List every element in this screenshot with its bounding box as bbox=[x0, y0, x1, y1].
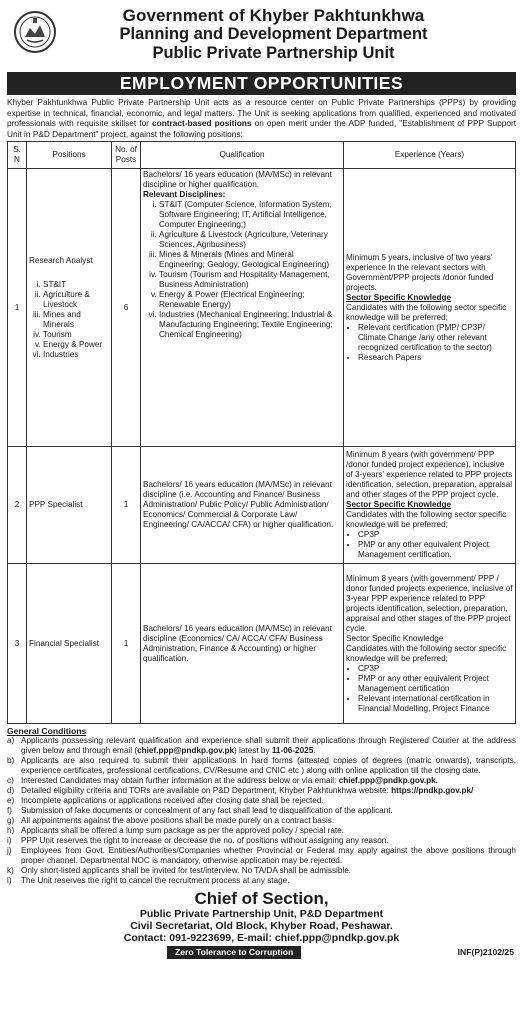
list-item: v. Energy & Power bbox=[43, 340, 109, 350]
list-item: ii. Agriculture & Livestock bbox=[43, 290, 109, 310]
list-item: • PMP or any other equivalent Project Management certification bbox=[358, 674, 513, 694]
header bbox=[7, 6, 516, 70]
footer-address: Civil Secretariat, Old Block, Khyber Road, Peshawar. bbox=[130, 920, 393, 933]
table-row bbox=[8, 169, 516, 447]
tagline-badge: Zero Tolerance to Corruption bbox=[167, 946, 301, 959]
row1-areas bbox=[29, 280, 109, 360]
cond-a-mid: ) latest by bbox=[234, 746, 272, 756]
cond-c-pre: Interested Candidates may obtain further information at the address below or via email: bbox=[21, 776, 339, 786]
header-government: Government of Khyber Pakhtunkhwa bbox=[122, 6, 425, 25]
row3-ssk-title: Sector Specific Knowledge bbox=[346, 633, 444, 643]
cond-a-date: 11-06-2025 bbox=[271, 746, 314, 756]
list-item: vi. Industries (Mechanical Engineering; Industrial & Manufacturing Engineering; Textile Engineering; Chemical Engineering) bbox=[159, 310, 341, 340]
cond-c-email[interactable]: chief.ppp@pndkp.gov.pk. bbox=[338, 776, 438, 786]
footer-contact: Contact: 091-9223699, E-mail: chief.ppp@pndkp.gov.pk bbox=[123, 932, 400, 945]
list-item: iv. Tourism bbox=[43, 330, 109, 340]
row1-experience bbox=[344, 169, 516, 447]
list-item: b) Applicants are also required to submit their applications In hard forms (attested copies of degrees (matric onwards), transcripts, experience certificates, professional certifications, CV/Resume and CNIC etc ) along with online application till the closing date. bbox=[7, 756, 516, 776]
footer-title: Chief of Section, bbox=[194, 889, 329, 909]
row3-exp-intro: Minimum 8 years (with government/ PPP / donor funded projects experience, inclusive of 3-year PPP experience related to PPP projects identification, selection, preparation, appraisal and other stages of the PPP project cycle. bbox=[346, 573, 513, 633]
cond-a-pre: Applicants possessing relevant qualification and experience shall submit their applications through Registered Courier at the address given below and through email ( bbox=[21, 736, 516, 756]
cond-f: Submission of fake documents or concealment of any fact shall lead to disqualification of the applicant. bbox=[21, 806, 393, 816]
cond-k: Only short-listed applicants shall be invited for test/interview. No TA/DA shall be admissible. bbox=[21, 866, 352, 876]
header-posts: No. of Posts bbox=[112, 142, 141, 169]
kp-government-logo bbox=[13, 10, 57, 54]
list-item: • PMP or any other equivalent Project Management certification. bbox=[358, 540, 513, 560]
list-item: f) Submission of fake documents or concealment of any fact shall lead to disqualification of the applicant. bbox=[7, 806, 516, 816]
bottom-bar bbox=[7, 946, 516, 960]
row2-ssk-text: Candidates with the following sector specific knowledge will be preferred; bbox=[346, 510, 507, 530]
row1-exp-intro: Minimum 5 years, inclusive of two years' experience In the relevant sectors with Government/PPP projects /donor funded projects. bbox=[346, 252, 494, 292]
cond-j: Employees from Govt. Entities/Authorities/Companies whether Provincial or Federal may apply against the above positions through proper channel. Departmental NOC is mandatory, otherwise application may be rejected. bbox=[21, 846, 516, 866]
row3-qualification: Bachelors/ 16 years education (MA/MSc) in relevant discipline (Economics/ CA/ ACCA/ CFA/ Business Administration, Finance & Accounting) or higher qualification. bbox=[141, 564, 344, 724]
cond-d-link[interactable]: https://pndkp.gov.pk/ bbox=[391, 786, 474, 796]
list-item: • CP3P bbox=[358, 530, 513, 540]
list-item: a) Applicants possessing relevant qualification and experience shall submit their applications through Registered Courier at the address given below and through email (chief.ppp@pndkp.gov.pk) latest by 11-06-2025. bbox=[7, 736, 516, 756]
cond-a-post: . bbox=[313, 746, 316, 756]
cond-b: Applicants are also required to submit their applications In hard forms (attested copies of degrees (matric onwards), transcripts, experience certificates, professional certifications, CV/Resume and CNIC etc ) along with online application till the closing date. bbox=[21, 756, 516, 776]
intro-text-1: Khyber Pakhtunkhwa Public Private Partnership Unit acts as a resource center on Public Private Partnerships (PPPs) by providing expertise in technical, financial, economic, and legal matters. The Unit is seeking applications from qualified, experienced and motivated professionals with requisite skillset for bbox=[7, 97, 516, 129]
list-item: • CP3P bbox=[358, 664, 513, 674]
header-department: Planning and Development Department bbox=[119, 25, 428, 43]
row1-bullets bbox=[346, 323, 513, 363]
list-item: i. ST&IT (Computer Science, Information System, Software Engineering; IT, Artificial Intelligence, Computer Engineering;) bbox=[159, 200, 341, 230]
row1-disciplines bbox=[143, 200, 341, 340]
list-item: i) PPP Unit reserves the right to increase or decrease the no. of positions without assigning any reason. bbox=[7, 836, 516, 846]
intro-text-2: on open merit under the ADP funded, "Establishment of PPP Support Unit in P&D Department" project, against the following positions: bbox=[7, 118, 517, 139]
cond-l: The Unit reserves the right to cancel the recruitment process at any stage. bbox=[21, 876, 290, 886]
cond-a-email[interactable]: chief.ppp@pndkp.gov.pk bbox=[137, 746, 235, 756]
positions-table bbox=[7, 141, 516, 724]
row1-position: Research Analyst bbox=[29, 255, 93, 265]
header-qualification: Qualification bbox=[141, 142, 344, 169]
list-item: • Relevant certification (PMP/ CP3P/ Climate Change /any other relevant recognized certification to the sector) bbox=[358, 323, 513, 353]
list-item: d) Detailed eligibility criteria and TORs are available on P&D Department, Khyber Pakhtunkhwa website: https://pndkp.gov.pk/ bbox=[7, 786, 474, 796]
cond-d-pre: Detailed eligibility criteria and TORs are available on P&D Department, Khyber Pakhtunkhwa website: bbox=[21, 786, 392, 796]
row3-ssk-text: Candidates with the following sector specific knowledge will be preferred; bbox=[346, 643, 507, 663]
list-item: g) All appointments against the above positions shall be made purely on a contract basis. bbox=[7, 816, 516, 826]
row2-posts: 1 bbox=[112, 447, 141, 564]
list-item: v. Energy & Power (Electrical Engineering; Renewable Energy) bbox=[159, 290, 341, 310]
row3-bullets bbox=[346, 664, 513, 714]
list-item: • Research Papers bbox=[358, 353, 513, 363]
row2-ssk-title: Sector Specific Knowledge bbox=[346, 500, 452, 510]
header-unit: Public Private Partnership Unit bbox=[152, 44, 395, 62]
header-experience: Experience (Years) bbox=[344, 142, 516, 169]
header-positions: Positions bbox=[27, 142, 112, 169]
cond-g: All appointments against the above positions shall be made purely on a contract basis. bbox=[21, 816, 335, 826]
header-sn: S. N bbox=[8, 142, 27, 169]
list-item: h) Applicants shall be offered a lump sum package as per the approved policy / special rate. bbox=[7, 826, 516, 836]
list-item: k) Only short-listed applicants shall be invited for test/interview. No TA/DA shall be admissible. bbox=[7, 866, 516, 876]
table-header-row bbox=[8, 142, 516, 169]
row3-posts: 1 bbox=[112, 564, 141, 724]
row1-sn: 1 bbox=[8, 169, 27, 447]
row2-position: PPP Specialist bbox=[27, 447, 112, 564]
row2-bullets bbox=[346, 530, 513, 560]
table-row bbox=[8, 564, 516, 724]
row1-qualification bbox=[141, 169, 344, 447]
general-conditions-list bbox=[7, 736, 516, 886]
row1-ssk-text: Candidates with the following sector specific knowledge will be preferred; bbox=[346, 302, 507, 322]
list-item: e) Incomplete applications or applications received after closing date shall be rejected. bbox=[7, 796, 516, 806]
row2-experience bbox=[344, 447, 516, 564]
list-item: ii. Agriculture & Livestock (Agriculture, Veterinary Sciences, Agribusiness) bbox=[159, 230, 341, 250]
reference-number: INF(P)2102/25 bbox=[457, 947, 514, 958]
footer bbox=[7, 889, 516, 944]
row2-qualification: Bachelors/ 16 years education (MA/MSc) in relevant discipline (i.e. Accounting and Finance/ Business Administration/ Public Policy/ Public Administration/ Economics/ Commercial & Corporate Law/ Engineering/ CA/ACCA/ CFA) or higher qualification. bbox=[141, 447, 344, 564]
advertisement-page bbox=[7, 6, 516, 960]
cond-h: Applicants shall be offered a lump sum package as per the approved policy / special rate. bbox=[21, 826, 344, 836]
list-item: i. ST&IT bbox=[43, 280, 109, 290]
employment-banner: EMPLOYMENT OPPORTUNITIES bbox=[7, 72, 516, 95]
list-item: iv. Tourism (Tourism and Hospitality Management, Business Administration) bbox=[159, 270, 341, 290]
row3-position: Financial Specialist bbox=[27, 564, 112, 724]
row1-posts: 6 bbox=[112, 169, 141, 447]
cond-i: PPP Unit reserves the right to increase or decrease the no. of positions without assigning any reason. bbox=[21, 836, 389, 846]
list-item: iii. Mines & Minerals (Mines and Mineral Engineering; Geology, Geological Engineering) bbox=[159, 250, 341, 270]
footer-unit: Public Private Partnership Unit, P&D Department bbox=[139, 908, 384, 921]
intro-paragraph bbox=[7, 97, 516, 139]
intro-bold: contract-based positions bbox=[152, 118, 252, 129]
row1-ssk-title: Sector Specific Knowledge bbox=[346, 292, 452, 302]
list-item: l) The Unit reserves the right to cancel the recruitment process at any stage. bbox=[7, 876, 516, 886]
row3-sn: 3 bbox=[8, 564, 27, 724]
list-item: iii. Mines and Minerals bbox=[43, 310, 109, 330]
list-item: c) Interested Candidates may obtain further information at the address below or via email: chief.ppp@pndkp.gov.pk. bbox=[7, 776, 438, 786]
row2-sn: 2 bbox=[8, 447, 27, 564]
list-item: • Relevant international certification in Financial Modelling, Project Finance bbox=[358, 694, 513, 714]
row1-qual-intro: Bachelors/ 16 years education (MA/MSc) in relevant discipline or higher qualification. bbox=[143, 170, 332, 190]
list-item: vi. Industries bbox=[43, 350, 109, 360]
table-row bbox=[8, 447, 516, 564]
row2-exp-intro: Minimum 8 years (with government/ PPP /donor funded project experience), inclusive of 3-years' experience related to PPP projects identification, selection, preparation, appraisal and other stages of the PPP project cycle. bbox=[346, 450, 513, 500]
row1-position-cell bbox=[27, 169, 112, 447]
list-item: j) Employees from Govt. Entities/Authorities/Companies whether Provincial or Federal may apply against the above positions through proper channel. Departmental NOC is mandatory, otherwise application may be rejected. bbox=[7, 846, 516, 866]
row3-experience bbox=[344, 564, 516, 724]
row1-disciplines-title: Relevant Disciplines: bbox=[143, 190, 226, 200]
cond-e: Incomplete applications or applications received after closing date shall be rejected. bbox=[21, 796, 324, 806]
general-conditions-title: General Conditions bbox=[7, 726, 87, 737]
